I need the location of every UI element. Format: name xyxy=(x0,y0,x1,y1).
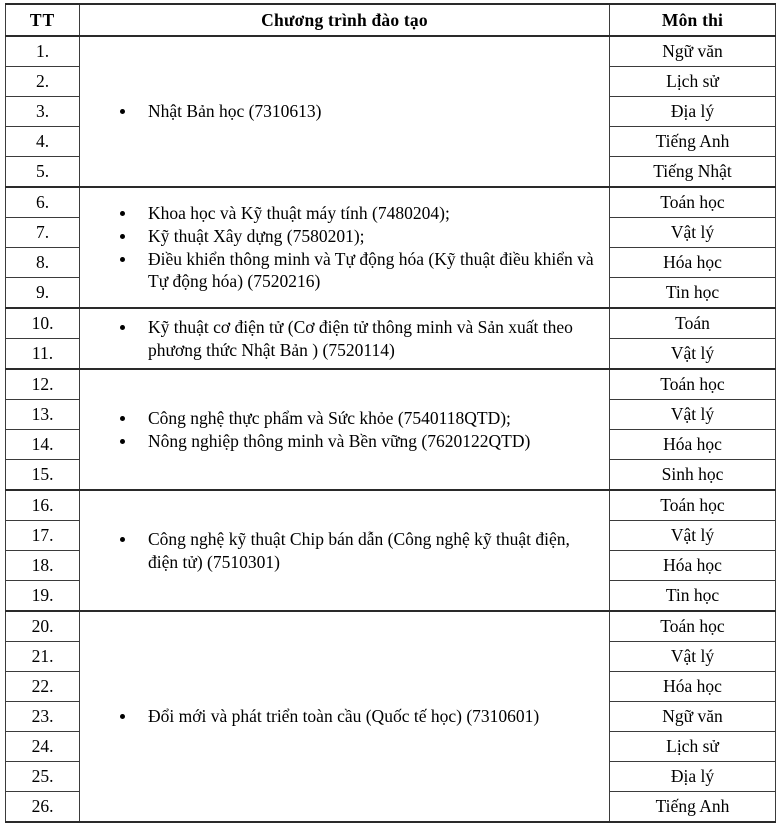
subject-cell: Lịch sử xyxy=(610,67,776,97)
program-list-item xyxy=(80,202,601,225)
subject-cell: Tin học xyxy=(610,581,776,612)
subject-cell: Địa lý xyxy=(610,762,776,792)
row-number-cell: 17. xyxy=(6,521,80,551)
subject-cell: Hóa học xyxy=(610,430,776,460)
row-number-cell: 19. xyxy=(6,581,80,612)
subject-cell: Địa lý xyxy=(610,97,776,127)
row-number-cell: 8. xyxy=(6,248,80,278)
program-list-item xyxy=(80,248,601,294)
row-number-cell: 13. xyxy=(6,400,80,430)
table-row xyxy=(6,369,776,400)
admission-exam-table xyxy=(5,3,776,823)
program-list-item xyxy=(80,100,601,123)
subject-cell: Ngữ văn xyxy=(610,702,776,732)
row-number-cell: 18. xyxy=(6,551,80,581)
bullet-icon xyxy=(120,416,125,421)
bullet-icon xyxy=(120,714,125,719)
subject-cell: Tin học xyxy=(610,278,776,309)
program-list-item xyxy=(80,430,601,453)
row-number-cell: 10. xyxy=(6,308,80,339)
table-row xyxy=(6,611,776,642)
row-number-cell: 4. xyxy=(6,127,80,157)
row-number-cell: 12. xyxy=(6,369,80,400)
row-number-cell: 26. xyxy=(6,792,80,823)
subject-cell: Hóa học xyxy=(610,551,776,581)
program-group-cell xyxy=(80,187,610,308)
program-list xyxy=(80,202,609,293)
column-header-program: Chương trình đào tạo xyxy=(80,4,610,36)
row-number-cell: 23. xyxy=(6,702,80,732)
subject-cell: Tiếng Anh xyxy=(610,792,776,823)
bullet-icon xyxy=(120,439,125,444)
subject-cell: Vật lý xyxy=(610,521,776,551)
subject-cell: Toán học xyxy=(610,187,776,218)
column-header-tt: TT xyxy=(6,4,80,36)
row-number-cell: 14. xyxy=(6,430,80,460)
program-group-cell xyxy=(80,490,610,611)
subject-cell: Hóa học xyxy=(610,672,776,702)
subject-cell: Vật lý xyxy=(610,642,776,672)
table-row xyxy=(6,36,776,67)
table-header-row xyxy=(6,4,776,36)
subject-cell: Vật lý xyxy=(610,339,776,370)
row-number-cell: 24. xyxy=(6,732,80,762)
subject-cell: Ngữ văn xyxy=(610,36,776,67)
program-label: Nông nghiệp thông minh và Bền vững (7620122QTD) xyxy=(148,430,531,451)
subject-cell: Toán học xyxy=(610,490,776,521)
bullet-icon xyxy=(120,211,125,216)
table-row xyxy=(6,308,776,339)
row-number-cell: 20. xyxy=(6,611,80,642)
row-number-cell: 3. xyxy=(6,97,80,127)
row-number-cell: 11. xyxy=(6,339,80,370)
bullet-icon xyxy=(120,325,125,330)
row-number-cell: 16. xyxy=(6,490,80,521)
row-number-cell: 22. xyxy=(6,672,80,702)
program-group-cell xyxy=(80,611,610,822)
table-row xyxy=(6,490,776,521)
program-list-item xyxy=(80,528,601,574)
subject-cell: Sinh học xyxy=(610,460,776,491)
program-label: Nhật Bản học (7310613) xyxy=(148,101,322,122)
row-number-cell: 15. xyxy=(6,460,80,491)
program-list xyxy=(80,100,609,123)
row-number-cell: 1. xyxy=(6,36,80,67)
row-number-cell: 5. xyxy=(6,157,80,188)
subject-cell: Lịch sử xyxy=(610,732,776,762)
bullet-icon xyxy=(120,234,125,239)
row-number-cell: 9. xyxy=(6,278,80,309)
program-label: Điều khiển thông minh và Tự động hóa (Kỹ thuật điều khiển và Tự động hóa) (7520216) xyxy=(148,248,594,292)
table-row xyxy=(6,187,776,218)
table-body xyxy=(6,36,776,822)
program-group-cell xyxy=(80,308,610,369)
program-list-item xyxy=(80,705,601,728)
program-group-cell xyxy=(80,36,610,187)
bullet-icon xyxy=(120,537,125,542)
subject-cell: Hóa học xyxy=(610,248,776,278)
subject-cell: Vật lý xyxy=(610,400,776,430)
program-label: Đổi mới và phát triển toàn cầu (Quốc tế học) (7310601) xyxy=(148,706,540,727)
program-list xyxy=(80,407,609,453)
subject-cell: Toán học xyxy=(610,369,776,400)
program-list xyxy=(80,528,609,574)
program-label: Khoa học và Kỹ thuật máy tính (7480204); xyxy=(148,203,450,223)
program-label: Kỹ thuật Xây dựng (7580201); xyxy=(148,225,365,246)
subject-cell: Tiếng Nhật xyxy=(610,157,776,188)
program-list-item xyxy=(80,225,601,248)
subject-cell: Toán học xyxy=(610,611,776,642)
bullet-icon xyxy=(120,257,125,262)
subject-cell: Vật lý xyxy=(610,218,776,248)
program-list-item xyxy=(80,316,601,362)
table-header xyxy=(6,4,776,36)
program-group-cell xyxy=(80,369,610,490)
program-list xyxy=(80,705,609,728)
column-header-subject: Môn thi xyxy=(610,4,776,36)
row-number-cell: 2. xyxy=(6,67,80,97)
row-number-cell: 7. xyxy=(6,218,80,248)
row-number-cell: 21. xyxy=(6,642,80,672)
row-number-cell: 25. xyxy=(6,762,80,792)
subject-cell: Tiếng Anh xyxy=(610,127,776,157)
program-label: Công nghệ thực phẩm và Sức khỏe (7540118QTD); xyxy=(148,407,511,428)
row-number-cell: 6. xyxy=(6,187,80,218)
program-label: Kỹ thuật cơ điện tử (Cơ điện tử thông minh và Sản xuất theo phương thức Nhật Bản ) (7520114) xyxy=(148,316,573,360)
bullet-icon xyxy=(120,109,125,114)
program-list xyxy=(80,316,609,362)
program-label: Công nghệ kỹ thuật Chip bán dẫn (Công nghệ kỹ thuật điện, điện tử) (7510301) xyxy=(148,528,570,572)
program-list-item xyxy=(80,407,601,430)
subject-cell: Toán xyxy=(610,308,776,339)
